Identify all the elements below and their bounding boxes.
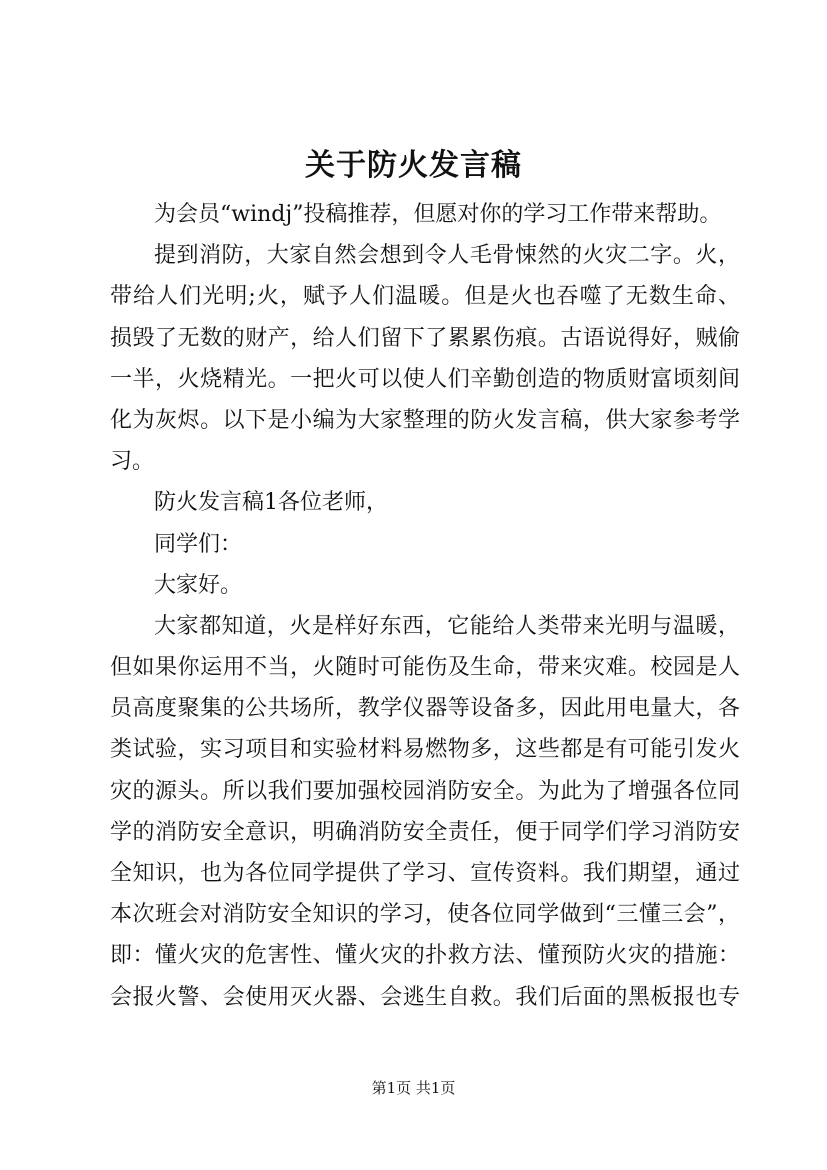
paragraph-line: 大家都知道，火是样好东西，它能给人类带来光明与温暖，: [154, 613, 740, 639]
paragraph-line: 带给人们光明;火，赋予人们温暖。但是火也吞噬了无数生命、: [110, 284, 740, 310]
paragraph-line: 习。: [110, 449, 155, 475]
paragraph-line: 损毁了无数的财产，给人们留下了累累伤痕。古语说得好，贼偷: [110, 325, 740, 351]
paragraph-line: 为会员“windj”投稿推荐，但愿对你的学习工作带来帮助。: [154, 202, 722, 227]
paragraph-line: 提到消防，大家自然会想到令人毛骨悚然的火灾二字。火，: [154, 243, 740, 269]
paragraph-line: 化为灰烬。以下是小编为大家整理的防火发言稿，供大家参考学: [110, 407, 740, 433]
paragraph-line: 员高度聚集的公共场所，教学仪器等设备多，因此用电量大，各: [110, 696, 740, 722]
document-title: 关于防火发言稿: [305, 148, 522, 183]
paragraph-line: 类试验，实习项目和实验材料易燃物多，这些都是有可能引发火: [110, 737, 740, 763]
paragraph-line: 学的消防安全意识，明确消防安全责任，便于同学们学习消防安: [110, 819, 740, 845]
paragraph-line: 防火发言稿1各位老师，: [154, 490, 388, 516]
page-footer: 第1页 共1页: [371, 1079, 456, 1097]
paragraph-line: 大家好。: [154, 572, 243, 598]
paragraph-line: 但如果你运用不当，火随时可能伤及生命，带来灾难。校园是人: [110, 655, 740, 681]
paragraph-line: 即：懂火灾的危害性、懂火灾的扑救方法、懂预防火灾的措施：: [110, 943, 740, 969]
document-body: [110, 194, 740, 1018]
paragraph-line: 同学们：: [154, 531, 243, 557]
paragraph-line: 灾的源头。所以我们要加强校园消防安全。为此为了增强各位同: [110, 778, 740, 804]
paragraph-line: 一半，火烧精光。一把火可以使人们辛勤创造的物质财富顷刻间: [110, 366, 740, 392]
paragraph-line: 本次班会对消防安全知识的学习，使各位同学做到“三懂三会”，: [110, 902, 740, 928]
paragraph-line: 会报火警、会使用灭火器、会逃生自救。我们后面的黑板报也专: [110, 984, 740, 1010]
paragraph-line: 全知识，也为各位同学提供了学习、宣传资料。我们期望，通过: [110, 861, 740, 886]
